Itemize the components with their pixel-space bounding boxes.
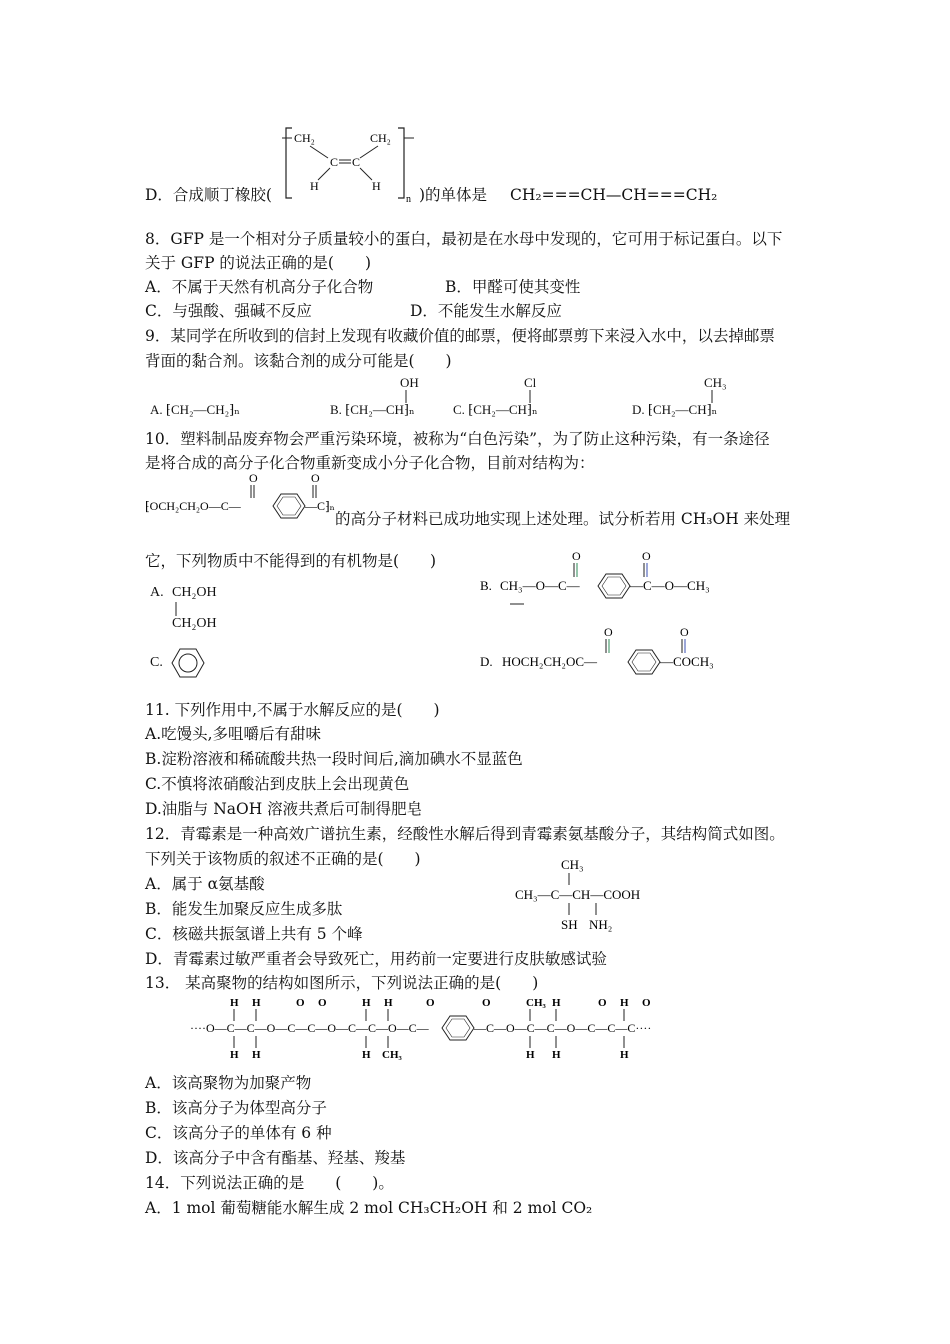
q10-option-b-label: B.: [480, 578, 492, 593]
q7-h-left: H: [310, 179, 319, 193]
svg-text:H: H: [362, 1049, 371, 1061]
svg-text:H: H: [384, 997, 393, 1009]
q10-option-b-o2: O: [642, 549, 651, 563]
q8-line1: 8．GFP 是一个相对分子质量较小的蛋白，最初是在水母中发现的，它可用于标记蛋白。以下: [145, 230, 783, 248]
q12-struct-nh2: NH₂: [589, 917, 613, 932]
q8-option-b: B．甲醛可使其变性: [445, 278, 581, 296]
q12-option-a: A．属于 α氨基酸: [145, 875, 265, 893]
svg-text:O: O: [642, 997, 651, 1009]
q10-option-d-left: HOCH₂CH₂OC—: [502, 654, 598, 669]
q7-c-right: C: [352, 155, 361, 169]
q12-line1: 12．青霉素是一种高效广谱抗生素，经酸性水解后得到青霉素氨基酸分子，其结构简式如图。: [145, 825, 785, 843]
q10-option-d-structure: [480, 620, 750, 684]
svg-text:O: O: [426, 997, 435, 1009]
q13-option-b: B．该高分子为体型高分子: [145, 1099, 327, 1117]
q8-line2: 关于 GFP 的说法正确的是( ): [145, 254, 372, 272]
q12-struct-sh: SH: [561, 917, 578, 932]
q10-polymer-structure: [145, 470, 335, 526]
q13-chain-left: ····O—C—C—O—C—C—O—C—C—O—C—: [190, 1021, 429, 1035]
q10-option-b-left: CH₃—O—C—: [500, 578, 580, 593]
svg-text:O: O: [482, 997, 491, 1009]
q12-amino-acid-structure: [515, 855, 685, 937]
q7-option-d-suffix: )的单体是: [419, 186, 488, 204]
q11-stem: 11. 下列作用中,不属于水解反应的是( ): [145, 701, 440, 719]
q7-polymer-structure: [280, 124, 420, 204]
q9-option-d-substituent: CH₃: [704, 375, 727, 390]
svg-text:H: H: [252, 1049, 261, 1061]
q11-option-a: A.吃馒头,多咀嚼后有甜味: [145, 725, 322, 743]
q7-monomer: CH₂===CH—CH===CH₂: [510, 186, 718, 204]
svg-text:H: H: [362, 997, 371, 1009]
svg-text:H: H: [620, 1049, 629, 1061]
q8-option-a: A．不属于天然有机高分子化合物: [145, 278, 374, 296]
q10-carbonyl-o-1: O: [249, 471, 258, 485]
svg-text:H: H: [552, 1049, 561, 1061]
q10-option-a-top: CH₂OH: [172, 585, 217, 600]
q10-after-polymer: 的高分子材料已成功地实现上述处理。试分析若用 CH₃OH 来处理: [335, 510, 791, 528]
q13-stem: 13． 某高聚物的结构如图所示，下列说法正确的是( ): [145, 974, 539, 992]
q9-line1: 9．某同学在所收到的信封上发现有收藏价值的邮票，便将邮票剪下来浸入水中，以去掉邮票: [145, 327, 775, 345]
svg-text:O: O: [296, 997, 305, 1009]
q10-poly-left: ⁅OCH₂CH₂O—C—: [145, 499, 241, 513]
svg-text:H: H: [230, 997, 239, 1009]
svg-text:H: H: [552, 997, 561, 1009]
q9-option-a: A. ⁅CH₂—CH₂⁆ₙ: [150, 402, 240, 417]
q9-option-d: D. ⁅CH₂—CH⁆ₙ: [632, 402, 718, 417]
svg-text:CH₃: CH₃: [526, 997, 546, 1009]
q9-option-b-substituent: OH: [400, 375, 419, 390]
q10-option-b-right: —C—O—CH₃: [630, 578, 710, 593]
q13-chain-right: —C—O—C—C—O—C—C—C····: [474, 1021, 652, 1035]
q10-line1: 10．塑料制品废弃物会严重污染环境，被称为“白色污染”，为了防止这种污染，有一条途径: [145, 430, 770, 448]
q11-option-c: C.不慎将浓硝酸沾到皮肤上会出现黄色: [145, 775, 410, 793]
q13-option-a: A．该高聚物为加聚产物: [145, 1074, 312, 1092]
q10-line4: 它，下列物质中不能得到的有机物是( ): [145, 552, 437, 570]
q10-poly-right: —C⁆ₙ: [305, 499, 335, 513]
q10-option-a-bottom: CH₂OH: [172, 616, 217, 631]
q7-c-left: C: [330, 155, 339, 169]
q10-line2: 是将合成的高分子化合物重新变成小分子化合物，目前对结构为：: [145, 454, 595, 472]
q10-option-b-o1: O: [572, 549, 581, 563]
q14-stem: 14．下列说法正确的是 ( )。: [145, 1174, 394, 1192]
svg-text:CH₃: CH₃: [382, 1049, 402, 1061]
q12-struct-main: CH₃—C—CH—COOH: [515, 887, 641, 902]
q7-option-d-prefix: D．合成顺丁橡胶(: [145, 186, 272, 204]
q13-option-d: D．该高分子中含有酯基、羟基、羧基: [145, 1149, 406, 1167]
q12-struct-ch3-top: CH₃: [561, 857, 584, 872]
q9-option-b: B. ⁅CH₂—CH⁆ₙ: [330, 402, 415, 417]
q7-n: n: [406, 194, 411, 205]
svg-text:O: O: [598, 997, 607, 1009]
q8-option-c: C．与强酸、强碱不反应: [145, 302, 312, 320]
q10-option-b-structure: [480, 546, 740, 610]
q12-option-d: D．青霉素过敏严重者会导致死亡，用药前一定要进行皮肤敏感试验: [145, 950, 607, 968]
q11-option-b: B.淀粉溶液和稀硫酸共热一段时间后,滴加碘水不显蓝色: [145, 750, 523, 768]
svg-text:H: H: [252, 997, 261, 1009]
q10-option-d-o2: O: [680, 625, 689, 639]
q8-option-d: D．不能发生水解反应: [410, 302, 562, 320]
q12-option-b: B．能发生加聚反应生成多肽: [145, 900, 343, 918]
q10-carbonyl-o-2: O: [311, 471, 320, 485]
q7-h-right: H: [372, 179, 381, 193]
q9-option-c-substituent: Cl: [524, 375, 537, 390]
q14-option-a: A．1 mol 葡萄糖能水解生成 2 mol CH₃CH₂OH 和 2 mol CO₂: [145, 1199, 593, 1217]
q12-option-c: C．核磁共振氢谱上共有 5 个峰: [145, 925, 363, 943]
svg-text:H: H: [620, 997, 629, 1009]
q7-ch2-right: CH₂: [370, 131, 391, 145]
q13-option-c: C．该高分子的单体有 6 种: [145, 1124, 332, 1142]
q10-option-d-right: —COCH₃: [660, 654, 714, 669]
q9-line2: 背面的黏合剂。该黏合剂的成分可能是( ): [145, 352, 452, 370]
q10-option-c-label: C.: [150, 655, 163, 670]
q9-option-c: C. ⁅CH₂—CH⁆ₙ: [453, 402, 538, 417]
q10-option-d-label: D.: [480, 654, 493, 669]
benzene-ring-icon: [170, 646, 206, 680]
q10-option-a-label: A.: [150, 585, 164, 600]
q10-option-d-o1: O: [604, 625, 613, 639]
q12-line2: 下列关于该物质的叙述不正确的是( ): [145, 850, 421, 868]
svg-text:H: H: [526, 1049, 535, 1061]
svg-text:O: O: [318, 997, 327, 1009]
q11-option-d: D.油脂与 NaOH 溶液共煮后可制得肥皂: [145, 800, 423, 818]
q7-ch2-left: CH₂: [294, 131, 315, 145]
q13-polymer-chain: [190, 994, 680, 1062]
svg-text:H: H: [230, 1049, 239, 1061]
